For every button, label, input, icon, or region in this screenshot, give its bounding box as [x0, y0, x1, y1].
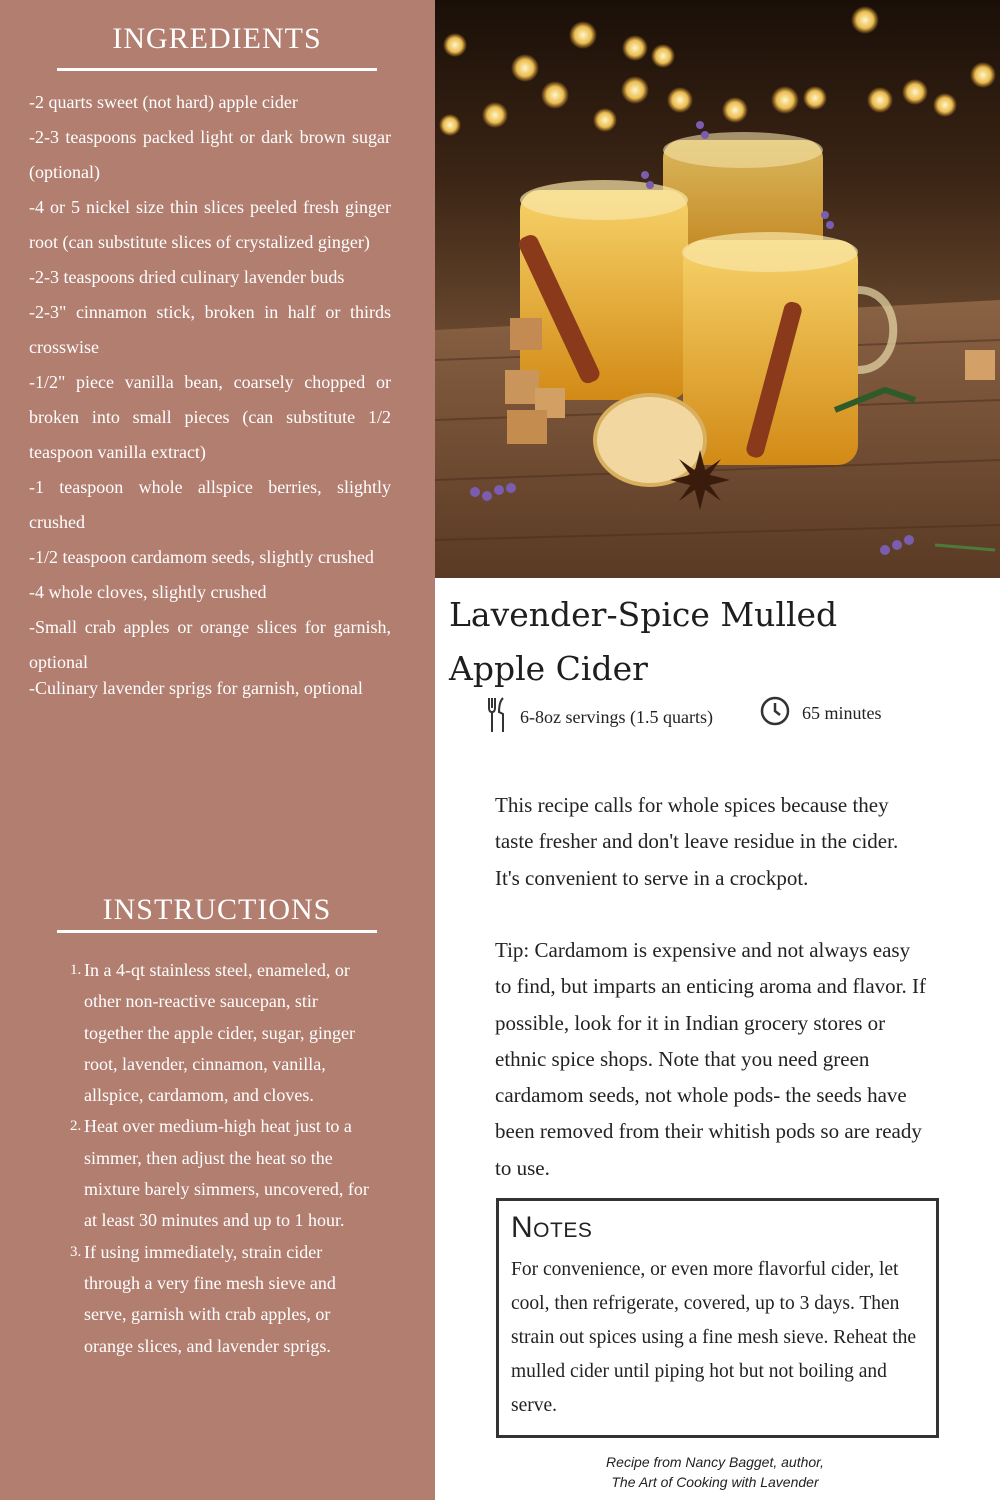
step-number: 3. [70, 1243, 82, 1260]
fork-knife-icon [486, 696, 508, 739]
ingredient-item: -1 teaspoon whole allspice berries, slightly crushed [29, 477, 391, 532]
ingredient-item: -1/2" piece vanilla bean, coarsely chopped or broken into small pieces (can substitute 1/2 teaspoon vanilla extract) [29, 372, 391, 462]
tip-paragraph: Tip: Cardamom is expensive and not always easy to find, but imparts an enticing aroma and flavor. If possible, look for it in Indian grocery stores or ethnic spice shops. Note that you need green cardamom seeds, not whole pods- the seeds have been removed from their whitish pods so are ready to use. [495, 938, 926, 1180]
ingredient-item: -4 or 5 nickel size thin slices peeled fresh ginger root (can substitute slices of crystalized ginger) [29, 197, 391, 252]
ingredient-item: -Small crab apples or orange slices for garnish, optional [29, 617, 391, 672]
ingredients-panel [0, 0, 435, 1500]
ingredient-item: -2-3 teaspoons dried culinary lavender buds [29, 267, 345, 287]
instructions-list [70, 955, 380, 1362]
step-number: 2. [70, 1118, 82, 1135]
credit-line1: Recipe from Nancy Bagget, author, [606, 1454, 824, 1470]
credit-line2: The Art of Cooking with Lavender [611, 1474, 819, 1490]
recipe-title [449, 588, 869, 696]
notes-text: For convenience, or even more flavorful cider, let cool, then refrigerate, covered, up to 3 days. Then strain out spices using a fine mesh sieve. Reheat the mulled cider until piping hot but not boiling and serve. [511, 1259, 917, 1416]
recipe-title-line1: Lavender-Spice Mulled [449, 595, 838, 634]
instructions-divider [57, 930, 377, 933]
time-text: 65 minutes [802, 703, 882, 723]
step-text: If using immediately, strain cider through a very fine mesh sieve and serve, garnish with crab apples, or orange slices, and lavender sprigs. [84, 1241, 336, 1356]
ingredient-item: -1/2 teaspoon cardamom seeds, slightly crushed [29, 547, 374, 567]
ingredient-item: -2-3 teaspoons packed light or dark brown sugar (optional) [29, 127, 391, 182]
instruction-step [70, 955, 380, 1111]
clock-icon [760, 696, 790, 731]
ingredient-item: -Culinary lavender sprigs for garnish, optional [29, 678, 363, 698]
time-info [760, 696, 882, 731]
intro-paragraph: This recipe calls for whole spices because they taste fresher and don't leave residue in the cider. It's convenient to serve in a crockpot. [495, 793, 899, 890]
step-text: Heat over medium-high heat just to a simmer, then adjust the heat so the mixture barely simmers, uncovered, for at least 30 minutes and up to 1 hour. [84, 1116, 369, 1231]
instruction-step [70, 1111, 380, 1236]
servings-text: 6-8oz servings (1.5 quarts) [520, 707, 713, 727]
ingredients-title: INGREDIENTS [112, 22, 322, 55]
step-number: 1. [70, 962, 82, 978]
recipe-title-line2: Apple Cider [449, 649, 648, 688]
instruction-step [70, 1237, 380, 1362]
notes-box [496, 1198, 939, 1438]
servings-info [486, 696, 713, 739]
ingredient-item: -2-3" cinnamon stick, broken in half or thirds crosswise [29, 302, 391, 357]
recipe-credit [560, 1452, 870, 1492]
step-text: In a 4-qt stainless steel, enameled, or other non-reactive saucepan, stir together the apple cider, sugar, ginger root, lavender, cinnamon, vanilla, allspice, cardamom, and cloves. [84, 960, 355, 1106]
ingredients-list [29, 85, 391, 706]
instructions-title: INSTRUCTIONS [102, 893, 332, 926]
ingredient-item: -4 whole cloves, slightly crushed [29, 582, 267, 602]
ingredients-divider [57, 68, 377, 71]
cider-photo [435, 0, 1000, 578]
notes-title: Notes [511, 1211, 593, 1244]
ingredient-item: -2 quarts sweet (not hard) apple cider [29, 92, 298, 112]
